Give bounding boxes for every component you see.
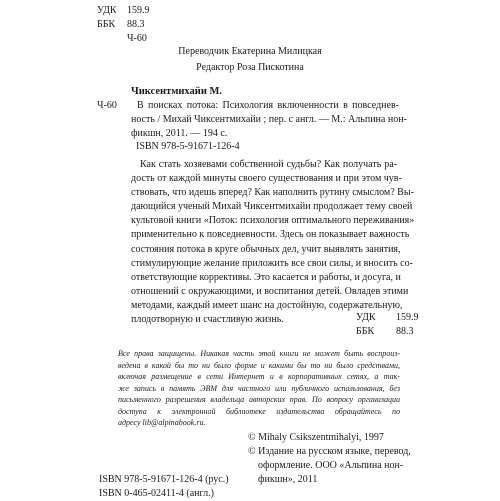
classification-codes-bottom	[356, 311, 419, 339]
catalog-entry-line: ность / Михай Чиксентмихайи ; пер. с англ. — М.: Альпина нон-	[131, 114, 407, 125]
abstract-line: состояния потока в круге обычных дел, учит выявлять занятия,	[131, 243, 401, 255]
abstract-line: отношений с окружающими, и воспитания детей. Овладев этими	[131, 285, 409, 297]
catalog-entry-line: В поисках потока: Психология включенности в повседнев-	[137, 100, 399, 111]
udk-value: 159.9	[396, 312, 419, 323]
abstract-line: культовой книги «Поток: психология оптимального переживания»	[131, 215, 415, 227]
bbk-label: ББК	[97, 19, 116, 30]
copyright-line: © Mihaly Csikszentmihalyi, 1997	[248, 432, 384, 443]
abstract-line: методами, каждый имеет шанс на достойную, содержательную,	[131, 299, 403, 311]
translator-credit: Переводчик Екатерина Милицкая	[178, 46, 322, 57]
isbn-english: ISBN 0-465-02411-4 (англ.)	[99, 488, 214, 499]
copyright-line: оформление. ООО «Альпина нон-	[258, 460, 404, 471]
udk-row	[356, 311, 419, 325]
catalog-entry-line: фикшн, 2011. — 194 с.	[131, 128, 228, 139]
abstract-line: Как стать хозяевами собственной судьбы? Как получать ра-	[140, 159, 397, 170]
copyright-block	[248, 431, 411, 487]
catalog-author-heading: Чиксентмихайи М.	[131, 86, 223, 97]
rights-line: ведена в какой бы то ни было форме и какими бы то ни было средствами,	[118, 360, 400, 370]
copyright-line: © Издание на русском языке, перевод,	[248, 446, 411, 457]
rights-notice	[118, 348, 400, 429]
isbn-list	[99, 473, 229, 501]
author-sign: Ч-60	[127, 33, 147, 44]
udk-label: УДК	[97, 5, 117, 16]
rights-line: адресу lib@alpinabook.ru.	[118, 418, 206, 427]
rights-line: же запись в память ЭВМ для частного или публичного использования, без	[118, 383, 400, 393]
udk-label: УДК	[356, 312, 376, 323]
abstract-line: ответствующие коррективы. Это касается и работы, и досуга, и	[131, 271, 401, 283]
bbk-value: 88.3	[127, 19, 145, 30]
classification-codes-top	[97, 4, 150, 46]
abstract-line: дающийся ученый Михай Чиксентмихайи продолжает тему своей	[131, 201, 413, 213]
abstract-line: ствовать, что идешь вперед? Как наполнить рутину смыслом? Вы-	[131, 187, 414, 199]
catalog-author-sign: Ч-60	[97, 100, 117, 111]
rights-line: доступа к электронной библиотеке издательства обращайтесь по	[118, 406, 400, 416]
bbk-row	[97, 18, 150, 32]
editor-credit: Редактор Роза Пискотина	[196, 62, 304, 73]
abstract-line: плодотворную и счастливую жизнь.	[131, 314, 284, 326]
bbk-value: 88.3	[396, 326, 414, 337]
bbk-label: ББК	[356, 326, 375, 337]
catalog-entry	[131, 99, 407, 141]
abstract-line: стимулирующие желание приложить все свои силы, и вносить со-	[131, 257, 413, 269]
udk-value: 159.9	[127, 5, 150, 16]
rights-line: включая размещение в сети Интернет и в корпоративных сетях, а так-	[118, 372, 400, 381]
credits	[0, 44, 500, 76]
abstract-line: применительно к повседневности. Здесь он показывает важность	[131, 229, 410, 241]
rights-line: Все права защищены. Никакая часть этой книги не может быть воспроиз-	[118, 349, 400, 358]
udk-row	[97, 4, 150, 18]
catalog-isbn: ISBN 978-5-91671-126-4	[136, 141, 240, 152]
copyright-line: фикшн», 2011	[258, 474, 318, 485]
rights-line: письменного разрешения владельца авторских прав. По вопросу организации	[118, 395, 400, 404]
abstract-line: дость от каждой минуты своего существования и при этом чув-	[131, 173, 402, 185]
bbk-row	[356, 325, 419, 339]
isbn-russian: ISBN 978-5-91671-126-4 (рус.)	[99, 474, 229, 485]
